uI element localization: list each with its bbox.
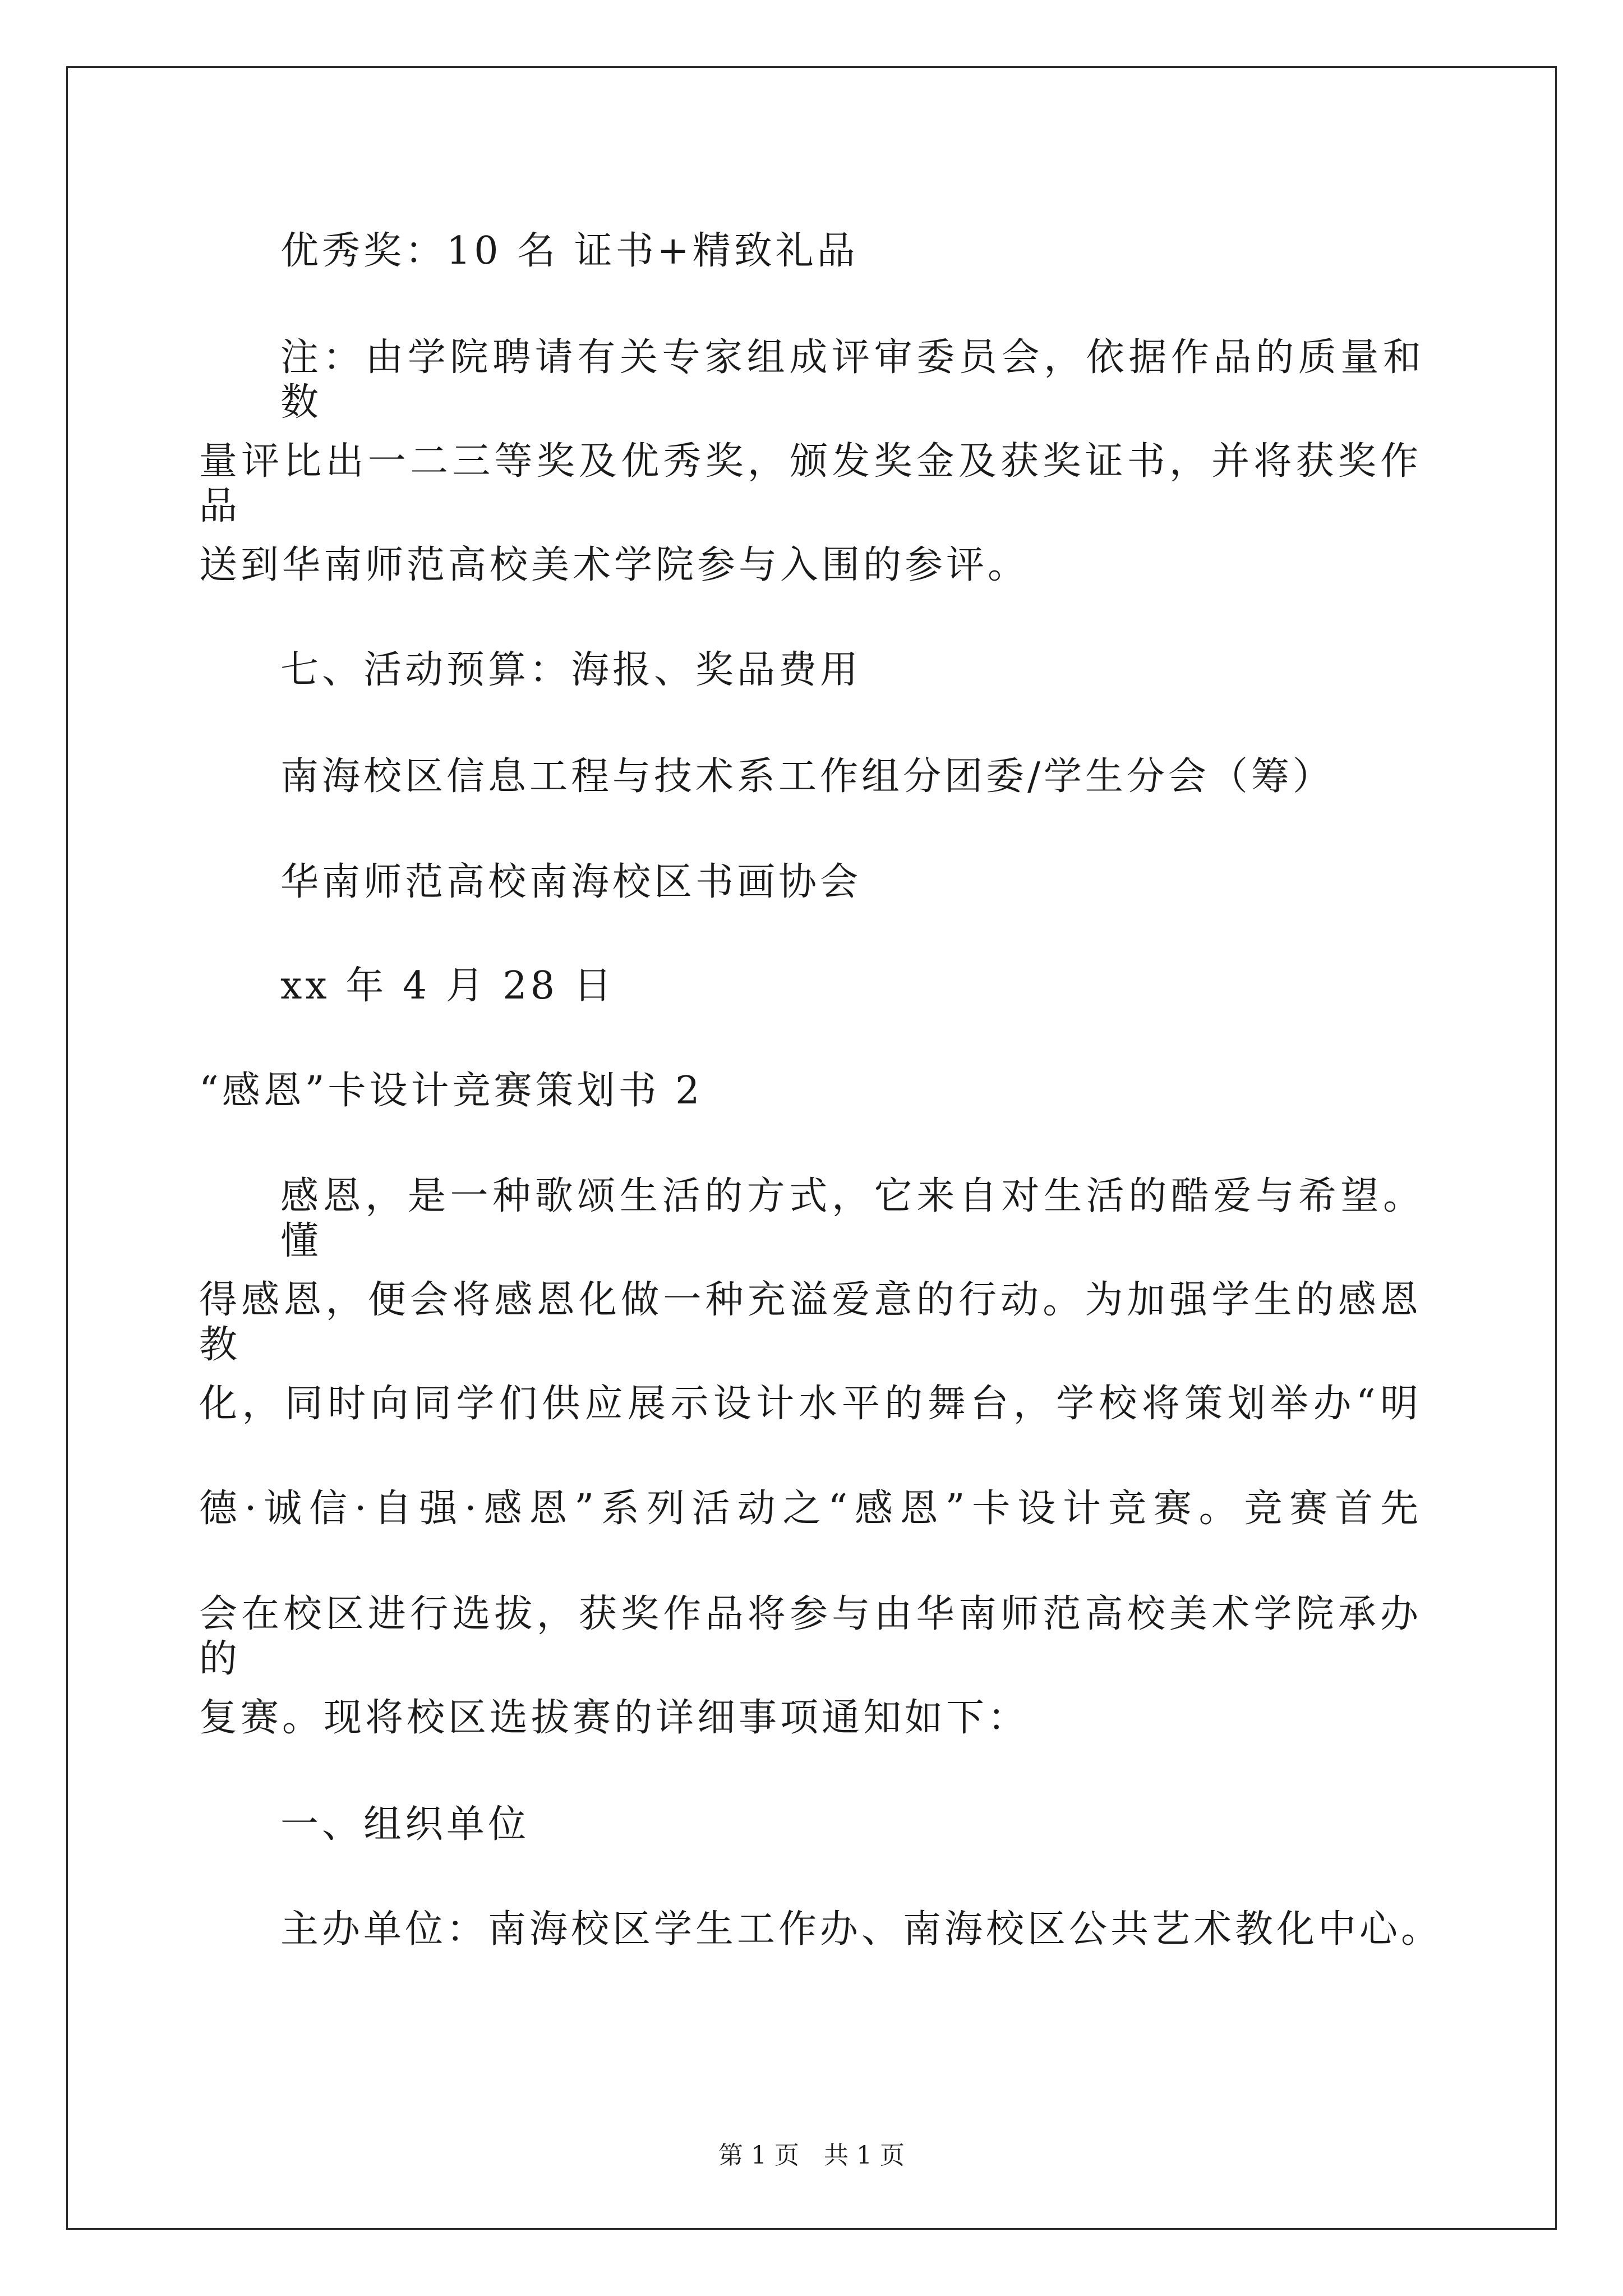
date-line: xx 年 4 月 28 日: [280, 964, 615, 1008]
page-footer: 第 1 页 共 1 页: [718, 2141, 905, 2170]
organizer-line: 南海校区信息工程与技术系工作组分团委/学生分会（筹）: [280, 754, 1334, 799]
intro-paragraph-line-2: 得感恩，便会将感恩化做一种充溢爱意的行动。为加强学生的感恩教: [199, 1278, 1422, 1367]
association-line: 华南师范高校南海校区书画协会: [280, 860, 862, 904]
intro-paragraph-line-4: 德·诚信·自强·感恩”系列活动之“感恩”卡设计竞赛。竞赛首先: [199, 1487, 1422, 1531]
section-heading: “感恩”卡设计竞赛策划书 2: [199, 1069, 703, 1113]
note-paragraph-line-2: 量评比出一二三等奖及优秀奖，颁发奖金及获奖证书，并将获奖作品: [199, 439, 1422, 528]
organization-heading: 一、组织单位: [280, 1802, 530, 1847]
award-excellent-line: 优秀奖：10 名 证书+精致礼品: [280, 229, 859, 273]
intro-paragraph-line-6: 复赛。现将校区选拔赛的详细事项通知如下：: [199, 1696, 1030, 1740]
intro-paragraph-line-5: 会在校区进行选拔，获奖作品将参与由华南师范高校美术学院承办的: [199, 1592, 1422, 1681]
intro-paragraph-line-3: 化，同时向同学们供应展示设计水平的舞台，学校将策划举办“明: [199, 1382, 1422, 1426]
budget-line: 七、活动预算：海报、奖品费用: [280, 648, 862, 692]
note-paragraph-line-3: 送到华南师范高校美术学院参与入围的参评。: [199, 543, 1030, 587]
note-paragraph-line-1: 注：由学院聘请有关专家组成评审委员会，依据作品的质量和数: [280, 335, 1424, 425]
intro-paragraph-line-1: 感恩，是一种歌颂生活的方式，它来自对生活的酷爱与希望。懂: [280, 1174, 1424, 1263]
host-unit-line: 主办单位：南海校区学生工作办、南海校区公共艺术教化中心。: [280, 1907, 1443, 1952]
